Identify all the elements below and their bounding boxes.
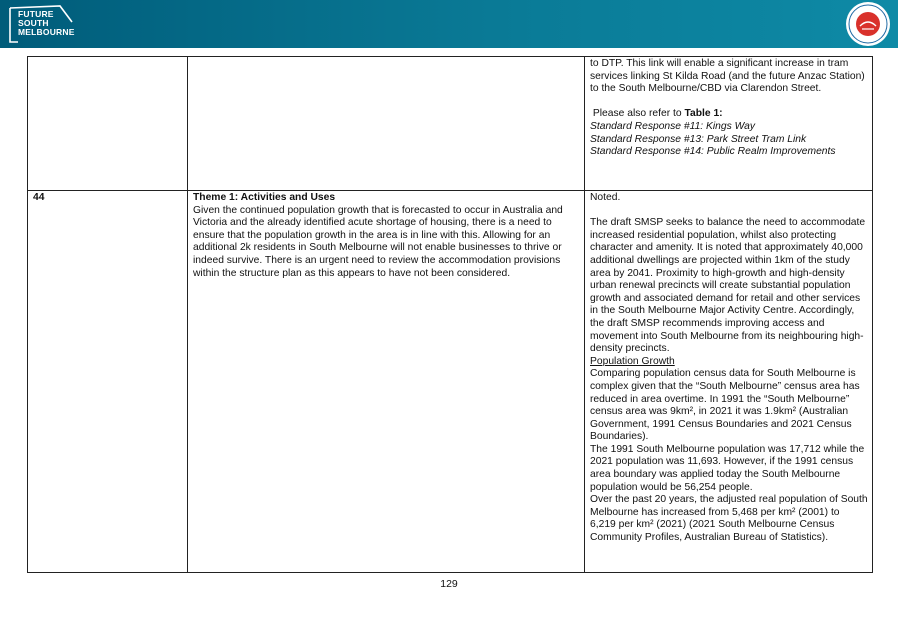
response-paragraph: Over the past 20 years, the adjusted real population of South Melbourne has increased from 5,468 per km² (2001) to 6,219 per km² (2021) (2021 South Melbourne Census Community Profiles, Australian Bureau of Statistics). bbox=[590, 494, 868, 544]
submission-text-cell bbox=[188, 57, 585, 191]
submissions-table bbox=[27, 56, 873, 573]
table-row bbox=[28, 191, 873, 573]
standard-response-ref: Standard Response #13: Park Street Tram Link bbox=[590, 133, 807, 145]
response-paragraph: Comparing population census data for South Melbourne is complex given that the “South Melbourne” census area has reduced in area overtime. In 1991 the “South Melbourne” census area was 9km², in 2021 it was 1.9km² (Australian Government, 1991 Census Boundaries and 2021 Census Boundaries). bbox=[590, 368, 860, 443]
refer-prefix: Please also refer to bbox=[592, 108, 685, 120]
response-paragraph: The draft SMSP seeks to balance the need to accommodate increased residential population, whilst also protecting character and amenity. It is noted that approximately 40,000 additional dwellings are projected within 1km of the study area by 2041. Proximity to high-growth and high-density urban renewal precincts will create substantial population growth and associated demand for retail and other services in the South Melbourne Major Activity Centre. Accordingly, the draft SMSP recommends improving access and movement into South Melbourne from its neighbouring high-density precincts. bbox=[590, 217, 866, 355]
logo-line-1: FUTURE bbox=[18, 9, 54, 19]
theme-heading: Theme 1: Activities and Uses bbox=[193, 192, 336, 203]
response-cell bbox=[585, 57, 873, 191]
response-subheading: Population Growth bbox=[590, 355, 675, 367]
submission-number-cell bbox=[28, 57, 188, 191]
submission-text: Given the continued population growth that is forecasted to occur in Australia and Victoria and the already identified acute shortage of housing, there is a need to ensure that the population growth in the area is in line with this. Allowing for an additional 2k residents in South Melbourne will not enable businesses to thrive or indeed survive. There is an urgent need to review the accommodation provisions within the structure plan as this appears to have not been considered. bbox=[193, 204, 563, 279]
logo-line-2: SOUTH bbox=[18, 18, 49, 28]
response-cell bbox=[585, 191, 873, 573]
refer-table: Table 1: bbox=[684, 108, 723, 120]
page-header bbox=[0, 0, 898, 48]
refer-line bbox=[590, 108, 868, 121]
standard-response-ref: Standard Response #11: Kings Way bbox=[590, 120, 756, 132]
submission-text-cell bbox=[188, 191, 585, 573]
submission-number-cell: 44 bbox=[28, 191, 188, 573]
response-paragraph: to DTP. This link will enable a significant increase in tram services linking St Kilda Road (and the future Anzac Station) to the South Melbourne/CBD via Clarendon Street. bbox=[590, 58, 865, 95]
logo-line-3: MELBOURNE bbox=[18, 27, 75, 37]
response-noted: Noted. bbox=[590, 192, 621, 203]
table-row bbox=[28, 57, 873, 191]
response-paragraph: The 1991 South Melbourne population was 17,712 while the 2021 population was 11,693. However, if the 1991 census area boundary was applied today the South Melbourne population would be 56,254 people. bbox=[590, 443, 865, 493]
city-seal-icon bbox=[846, 2, 890, 46]
standard-response-ref: Standard Response #14: Public Realm Improvements bbox=[590, 146, 836, 158]
logo-wordmark bbox=[18, 10, 75, 37]
city-of-port-phillip-logo bbox=[846, 2, 890, 46]
page-number: 129 bbox=[440, 578, 458, 590]
